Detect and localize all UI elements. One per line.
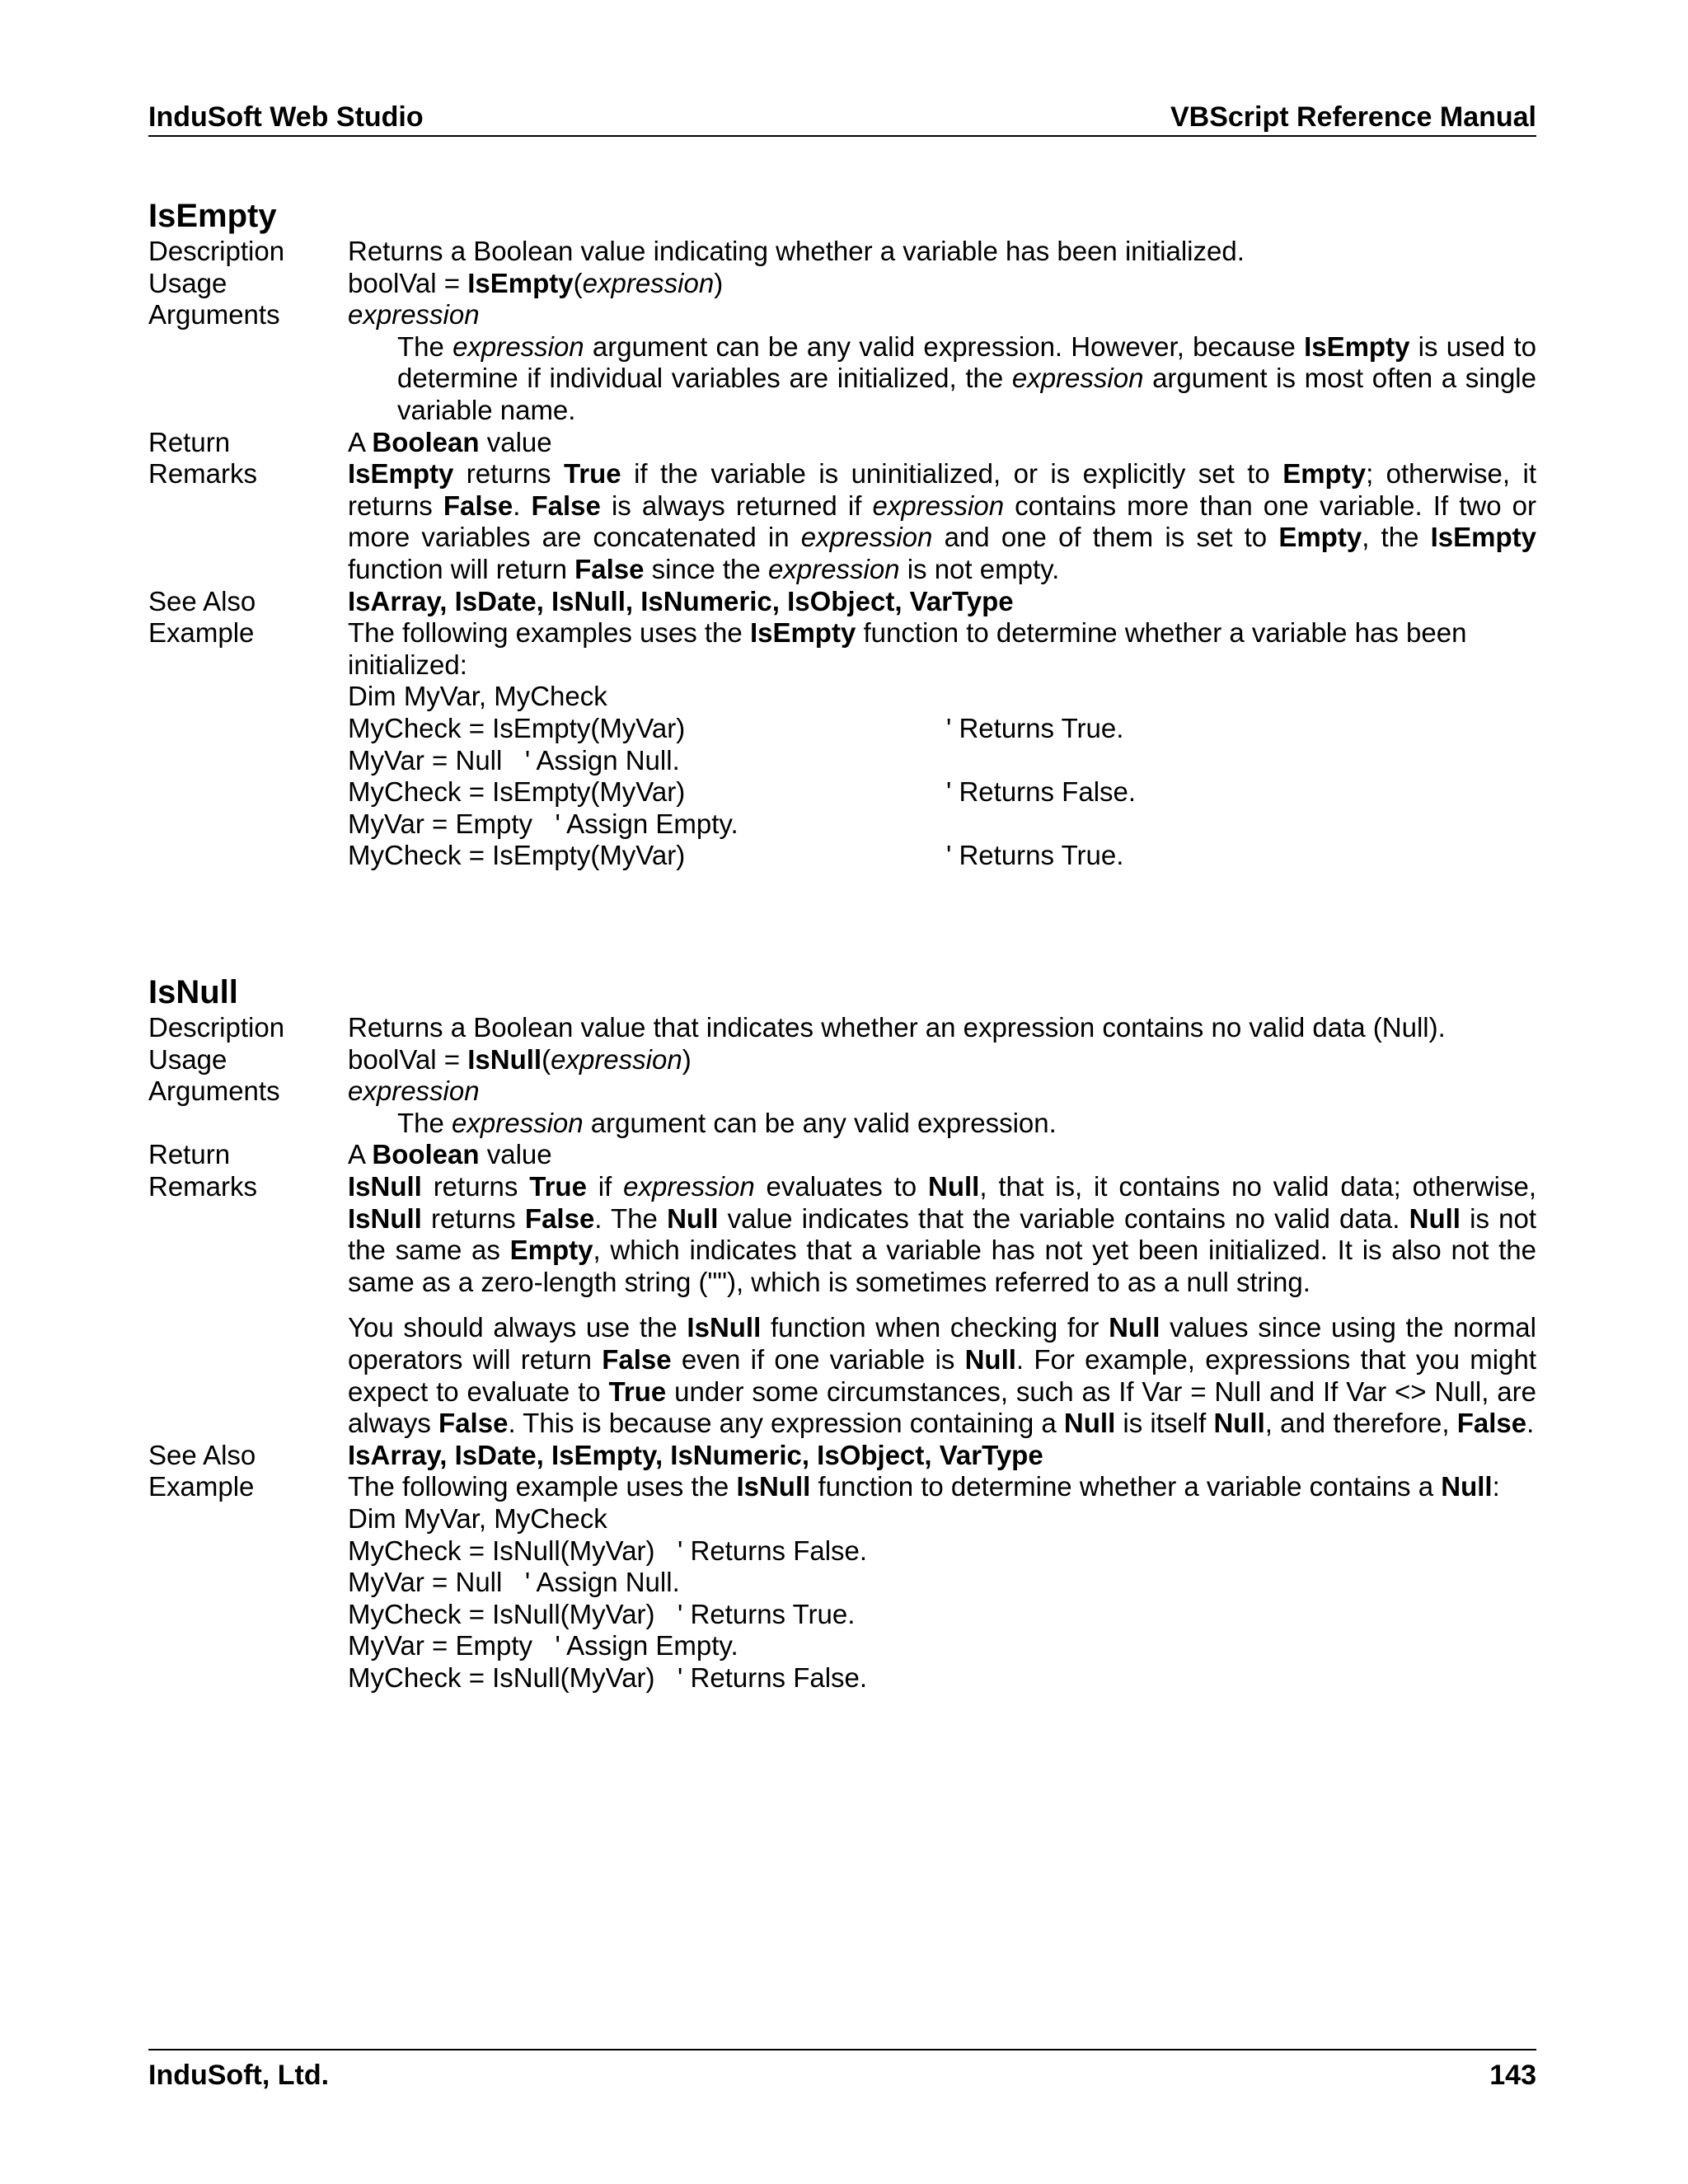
code-line: MyCheck = IsNull(MyVar) ' Returns True. — [348, 1598, 856, 1629]
isnull-section — [148, 972, 1536, 1694]
code-line: MyCheck = IsEmpty(MyVar) ' Returns True. — [348, 712, 1124, 743]
remarks-label: Remarks — [148, 1170, 258, 1202]
isempty-remarks-row — [148, 458, 1536, 585]
arguments-label: Arguments — [148, 299, 280, 330]
code-line: MyVar = Null ' Assign Null. — [348, 1567, 680, 1598]
isempty-description: Returns a Boolean value indicating whether a variable has been initialized. — [348, 236, 1245, 266]
isempty-remarks: IsEmpty returns True if the variable is uninitialized, or is explicitly set to Empty; otherwise, it returns False. False is always returned if expression contains more than one variable. If two or more variables are concatenated in expression and one of them is set to Empty, the IsEmpty function will return False since the expression is not empty. — [348, 458, 1537, 584]
page-footer — [148, 2049, 1536, 2091]
arguments-label: Arguments — [148, 1076, 280, 1107]
description-label: Description — [148, 1012, 285, 1043]
page-number: 143 — [1489, 2060, 1536, 2091]
isempty-usage: boolVal = IsEmpty(expression) — [348, 267, 724, 298]
isnull-description-row — [148, 1012, 1536, 1044]
isempty-arg-description: The expression argument can be any valid expression. However, because IsEmpty is used to determine if individual variables are initialized, the expression argument is most often a single variable name. — [397, 330, 1536, 425]
example-label: Example — [148, 617, 255, 649]
page-header — [148, 97, 1536, 137]
isempty-see-also: IsArray, IsDate, IsNull, IsNumeric, IsObject, VarType — [348, 585, 1014, 616]
code-line: MyCheck = IsNull(MyVar) ' Returns False. — [348, 1535, 868, 1566]
return-label: Return — [148, 1139, 231, 1170]
header-product-name: InduSoft Web Studio — [148, 101, 424, 133]
isempty-return-row — [148, 427, 1536, 459]
remarks-label: Remarks — [148, 458, 258, 490]
code-line: MyVar = Empty ' Assign Empty. — [348, 1630, 738, 1661]
see-also-label: See Also — [148, 1439, 256, 1470]
isnull-return: A Boolean value — [348, 1139, 552, 1170]
isempty-return: A Boolean value — [348, 426, 552, 457]
isnull-usage-row — [148, 1044, 1536, 1076]
isempty-title: IsEmpty — [148, 198, 277, 234]
isnull-example-row — [148, 1471, 1536, 1694]
isempty-see-also-row — [148, 586, 1536, 618]
isempty-description-row — [148, 236, 1536, 268]
isnull-see-also-row — [148, 1440, 1536, 1472]
code-line: MyCheck = IsEmpty(MyVar) ' Returns True. — [348, 840, 1124, 871]
isnull-remarks-paragraph-2: You should always use the IsNull function when checking for Null values since using the normal operators will return False even if one variable is Null. For example, expressions that you might expect to evaluate to True under some circumstances, such as If Var = Null and If Var <> Null, are always False. This is because any expression containing a Null is itself Null, and therefore, False. — [348, 1312, 1537, 1439]
isnull-return-row — [148, 1139, 1536, 1171]
isnull-title: IsNull — [148, 974, 238, 1010]
description-label: Description — [148, 236, 285, 266]
isnull-see-also: IsArray, IsDate, IsEmpty, IsNumeric, IsObject, VarType — [348, 1439, 1043, 1470]
footer-company: InduSoft, Ltd. — [148, 2060, 330, 2091]
isempty-example-row — [148, 617, 1536, 872]
code-line: MyCheck = IsEmpty(MyVar) ' Returns False. — [348, 776, 1137, 808]
header-manual-title: VBScript Reference Manual — [1170, 101, 1536, 133]
isnull-example-intro: The following example uses the IsNull function to determine whether a variable contains a Null: — [348, 1471, 1500, 1502]
isnull-arguments-row — [148, 1076, 1536, 1139]
see-also-label: See Also — [148, 585, 256, 616]
code-line: Dim MyVar, MyCheck — [348, 1502, 607, 1534]
code-line: MyVar = Empty ' Assign Empty. — [348, 808, 738, 839]
isnull-description: Returns a Boolean value that indicates whether an expression contains no valid data (Null). — [348, 1012, 1446, 1043]
isnull-arg-description: The expression argument can be any valid expression. — [397, 1107, 1057, 1138]
isnull-remarks-paragraph-1: IsNull returns True if expression evaluates to Null, that is, it contains no valid data; otherwise, IsNull returns False. The Null value indicates that the variable contains no valid data. Null is not the same as Empty, which indicates that a variable has not yet been initialized. It is also not the same as a zero-length string (""), which is sometimes referred to as a null string. — [348, 1170, 1536, 1297]
isnull-usage: boolVal = IsNull(expression) — [348, 1043, 692, 1075]
isnull-remarks-row — [148, 1171, 1536, 1440]
return-label: Return — [148, 426, 231, 457]
code-line: MyCheck = IsNull(MyVar) ' Returns False. — [348, 1661, 868, 1693]
code-line: Dim MyVar, MyCheck — [348, 681, 607, 712]
isempty-arg-name: expression — [348, 299, 480, 330]
code-line: MyVar = Null ' Assign Null. — [348, 744, 680, 776]
isempty-section — [148, 196, 1536, 872]
isempty-example-intro: The following examples uses the IsEmpty function to determine whether a variable has been initialized: — [348, 617, 1467, 680]
isempty-usage-row — [148, 268, 1536, 300]
usage-label: Usage — [148, 267, 227, 298]
usage-label: Usage — [148, 1043, 227, 1075]
isnull-arg-name: expression — [348, 1076, 480, 1107]
isempty-arguments-row — [148, 299, 1536, 426]
example-label: Example — [148, 1471, 255, 1502]
